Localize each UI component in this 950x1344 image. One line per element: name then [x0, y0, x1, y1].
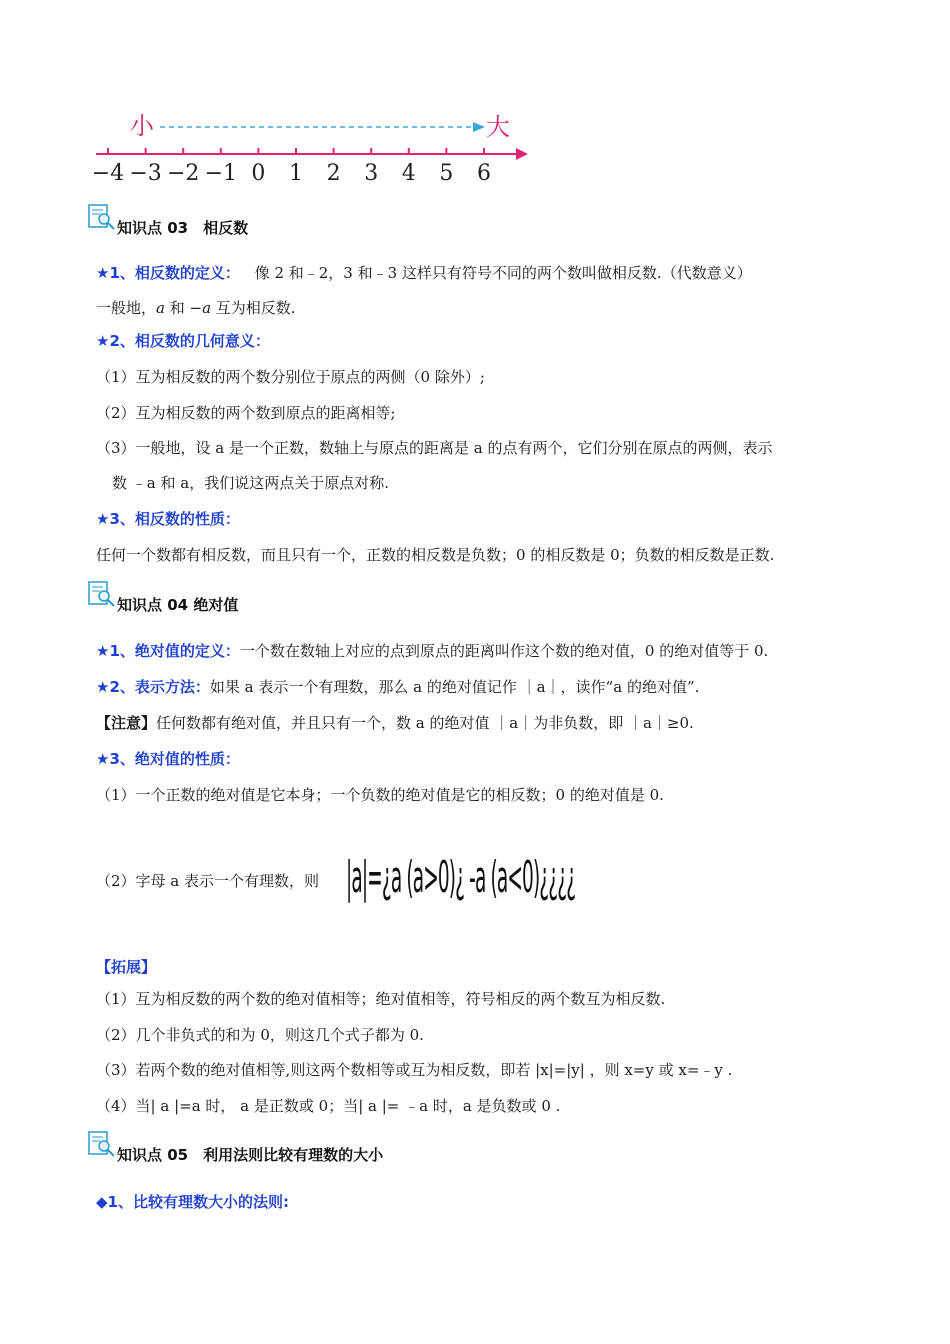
- big-label: 大: [486, 113, 510, 141]
- kp04-title: 知识点 04 绝对值: [117, 596, 239, 614]
- kp04-note-label: 【注意】: [96, 714, 157, 732]
- tick-label: 6: [477, 161, 491, 186]
- tick-label: 5: [439, 161, 454, 186]
- kp04-rep: [96, 677, 699, 697]
- tick-label: −3: [129, 161, 162, 186]
- kp03-general-var: a: [156, 299, 165, 317]
- tick-label: −2: [166, 161, 200, 186]
- kp04-prop-label: ★3、绝对值的性质：: [96, 750, 240, 768]
- knowledge-point-icon: [88, 581, 116, 607]
- kp03-general-and: 和: [164, 299, 190, 317]
- knowledge-point-icon: [88, 1131, 116, 1157]
- tick-label: 1: [289, 161, 303, 186]
- kp03-prop-label: ★3、相反数的性质：: [96, 510, 240, 528]
- kp04-ext-2: （2）几个非负式的和为 0，则这几个式子都为 0.: [96, 1026, 424, 1044]
- kp04-rep-text: 如果 a 表示一个有理数，那么 a 的绝对值记作 ｜a｜，读作“a 的绝对值”.: [209, 678, 700, 696]
- kp03-title: 知识点 03 相反数: [117, 219, 249, 237]
- knowledge-point-icon: [88, 204, 116, 230]
- kp03-geo-2: （2）互为相反数的两个数到原点的距离相等;: [96, 404, 396, 422]
- tick-label: 3: [364, 161, 379, 186]
- tick-label: 4: [401, 161, 416, 186]
- abs-value-formula: |a|=¿a (a>0)¿ -a (a<0)¿¿¿¿: [346, 852, 576, 903]
- kp03-general-neg: −a: [189, 299, 212, 317]
- kp04-def-text: 一个数在数轴上对应的点到原点的距离叫作这个数的绝对值，0 的绝对值等于 0.: [239, 642, 769, 660]
- tick-label: −1: [204, 161, 238, 186]
- tick-label: 0: [251, 161, 266, 186]
- tick-label: 2: [326, 161, 341, 186]
- kp05-title: 知识点 05 利用法则比较有理数的大小: [117, 1146, 384, 1164]
- kp03-def-text: 像 2 和﹣2，3 和﹣3 这样只有符号不同的两个数叫做相反数.（代数意义）: [254, 264, 752, 282]
- kp04-prop-2: （2）字母 a 表示一个有理数，则: [96, 872, 320, 890]
- kp03-general: [96, 298, 296, 318]
- kp04-ext-1: （1）互为相反数的两个数的绝对值相等；绝对值相等，符号相反的两个数互为相反数.: [96, 990, 666, 1008]
- number-line: [88, 108, 538, 188]
- kp03-prop-text: 任何一个数都有相反数，而且只有一个，正数的相反数是负数；0 的相反数是 0；负数的相反数是正数.: [96, 546, 775, 564]
- small-label: 小: [130, 112, 154, 140]
- kp03-general-end: 互为相反数.: [211, 299, 296, 317]
- kp04-note-text: 任何数都有绝对值，并且只有一个，数 a 的绝对值 ｜a｜为非负数，即 ｜a｜≥0.: [156, 714, 694, 732]
- kp03-general-a: 一般地，: [96, 299, 157, 317]
- kp04-def-label: ★1、绝对值的定义：: [96, 642, 240, 660]
- kp04-def: [96, 641, 768, 661]
- kp05-rule-label: ◆1、比较有理数大小的法则:: [96, 1193, 289, 1211]
- kp04-rep-label: ★2、表示方法：: [96, 678, 210, 696]
- kp04-ext-4: （4）当| a |=a 时， a 是正数或 0；当| a |= ﹣a 时，a 是负数或 0 .: [96, 1097, 561, 1115]
- kp04-ext-3: （3）若两个数的绝对值相等,则这两个数相等或互为相反数，即若 |x|=|y| ，则 x=y 或 x=﹣y .: [96, 1061, 733, 1079]
- kp04-prop-1: （1）一个正数的绝对值是它本身；一个负数的绝对值是它的相反数；0 的绝对值是 0.: [96, 786, 664, 804]
- kp03-geo-1: （1）互为相反数的两个数分别位于原点的两侧（0 除外）;: [96, 368, 485, 386]
- kp04-note: [96, 713, 694, 733]
- kp04-ext-label: 【拓展】: [96, 958, 157, 976]
- tick-label: −4: [91, 161, 125, 186]
- kp03-geo-label: ★2、相反数的几何意义：: [96, 332, 270, 350]
- kp03-def: [96, 263, 752, 283]
- kp03-geo-3a: （3）一般地，设 a 是一个正数，数轴上与原点的距离是 a 的点有两个，它们分别在原点的两侧，表示: [96, 439, 773, 457]
- kp03-geo-3b: 数 ﹣a 和 a，我们说这两点关于原点对称.: [112, 474, 389, 492]
- kp03-def-label: ★1、相反数的定义：: [96, 264, 240, 282]
